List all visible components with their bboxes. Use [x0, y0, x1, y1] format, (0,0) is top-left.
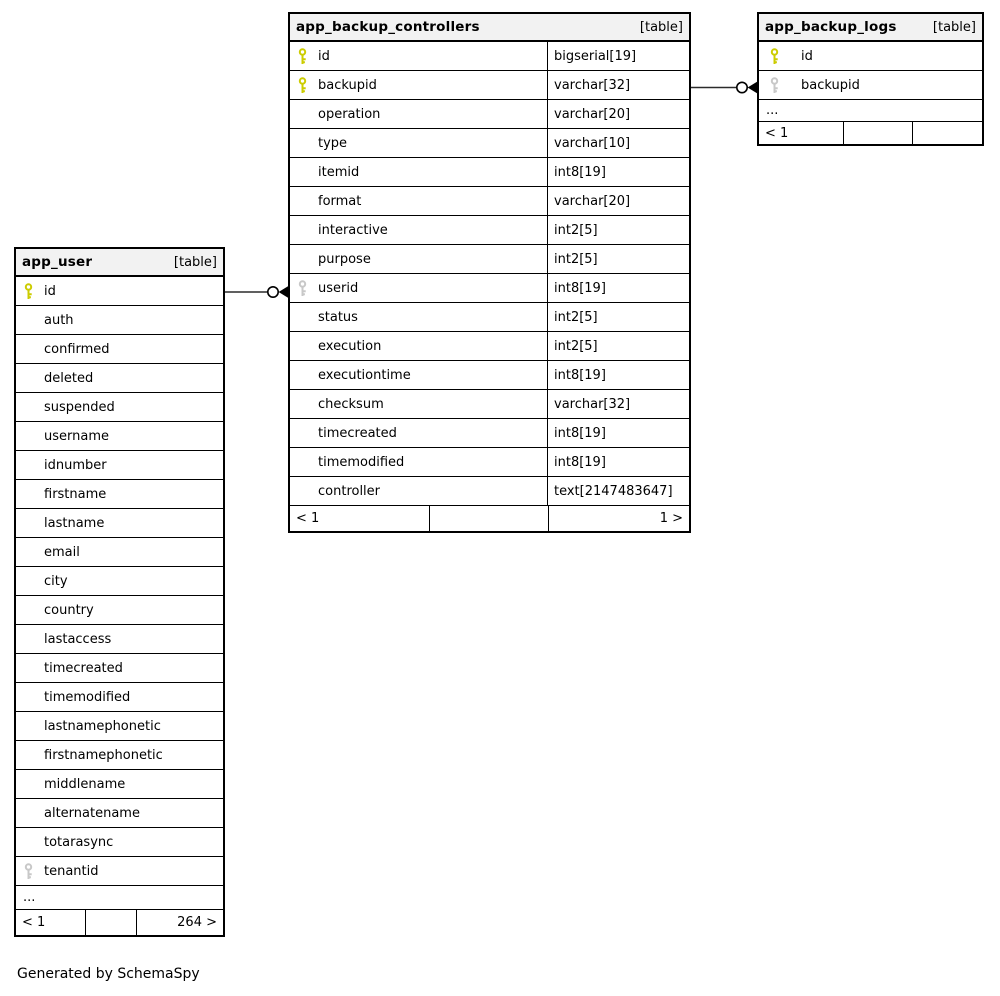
column-row-executiontime — [290, 361, 689, 390]
column-name: lastname — [44, 515, 105, 531]
footer-middle-cell — [430, 506, 549, 531]
primary-key-icon — [16, 283, 38, 300]
column-type: int2[5] — [547, 332, 689, 360]
column-row-firstname — [16, 480, 223, 509]
column-name: userid — [318, 280, 359, 296]
column-name: city — [44, 573, 68, 589]
column-name: type — [318, 135, 348, 151]
primary-key-icon — [759, 48, 795, 65]
column-row-timecreated — [290, 419, 689, 448]
column-row-id — [16, 277, 223, 306]
column-type: varchar[32] — [547, 390, 689, 418]
table-type-badge: [table] — [932, 19, 976, 35]
column-name: id — [801, 48, 813, 64]
footer-children-count: 1 > — [659, 511, 683, 526]
column-row-idnumber — [16, 451, 223, 480]
column-row-status — [290, 303, 689, 332]
column-row-city — [16, 567, 223, 596]
table-app_backup_controllers — [288, 12, 691, 533]
column-name: deleted — [44, 370, 94, 386]
column-type: int8[19] — [547, 361, 689, 389]
table-app_backup_logs — [757, 12, 984, 146]
column-type: int8[19] — [547, 274, 689, 302]
fk-arrowhead-icon — [748, 82, 757, 94]
foreign-key-icon — [759, 77, 795, 94]
table-footer — [16, 910, 223, 935]
column-name: timemodified — [318, 454, 405, 470]
column-row-type — [290, 129, 689, 158]
column-row-email — [16, 538, 223, 567]
column-name: idnumber — [44, 457, 107, 473]
column-name: tenantid — [44, 863, 99, 879]
table-name[interactable]: app_backup_logs — [765, 19, 897, 35]
column-row-auth — [16, 306, 223, 335]
column-row-timemodified — [290, 448, 689, 477]
column-name: operation — [318, 106, 381, 122]
column-row-checksum — [290, 390, 689, 419]
column-row-execution — [290, 332, 689, 361]
column-name: country — [44, 602, 94, 618]
column-name: middlename — [44, 776, 126, 792]
column-name: alternatename — [44, 805, 140, 821]
column-row-id — [290, 42, 689, 71]
column-row-lastname — [16, 509, 223, 538]
column-name: checksum — [318, 396, 384, 412]
table-header-app_backup_controllers[interactable] — [290, 14, 689, 42]
column-name: itemid — [318, 164, 360, 180]
column-name: email — [44, 544, 80, 560]
truncated-columns-row: ... — [16, 886, 223, 910]
zero-or-more-circle — [268, 287, 278, 297]
table-type-badge: [table] — [639, 19, 683, 35]
column-name: firstnamephonetic — [44, 747, 163, 763]
column-type: varchar[32] — [547, 71, 689, 99]
column-row-firstnamephonetic — [16, 741, 223, 770]
column-name: firstname — [44, 486, 107, 502]
column-row-timemodified — [16, 683, 223, 712]
foreign-key-icon — [16, 863, 38, 880]
column-row-purpose — [290, 245, 689, 274]
column-name: suspended — [44, 399, 115, 415]
column-type: int8[19] — [547, 158, 689, 186]
column-name: auth — [44, 312, 74, 328]
column-type: varchar[20] — [547, 100, 689, 128]
table-footer — [290, 506, 689, 531]
column-name: interactive — [318, 222, 388, 238]
column-row-itemid — [290, 158, 689, 187]
column-type: int2[5] — [547, 216, 689, 244]
column-type: int2[5] — [547, 245, 689, 273]
column-name: execution — [318, 338, 382, 354]
table-app_user — [14, 247, 225, 937]
column-type: varchar[20] — [547, 187, 689, 215]
column-row-controller — [290, 477, 689, 506]
column-type: text[2147483647] — [547, 477, 689, 505]
column-row-lastnamephonetic — [16, 712, 223, 741]
column-name: timecreated — [44, 660, 123, 676]
column-row-backupid — [759, 71, 982, 100]
fk-arrowhead-icon — [279, 286, 288, 298]
table-name[interactable]: app_user — [22, 254, 93, 270]
table-header-app_user[interactable] — [16, 249, 223, 277]
zero-or-more-circle — [737, 82, 747, 92]
column-name: lastnamephonetic — [44, 718, 161, 734]
footer-parents-count: < 1 — [759, 122, 844, 144]
footer-children-count: 264 > — [177, 915, 217, 930]
column-row-country — [16, 596, 223, 625]
column-row-tenantid — [16, 857, 223, 886]
column-name: purpose — [318, 251, 371, 267]
column-row-confirmed — [16, 335, 223, 364]
column-name: confirmed — [44, 341, 110, 357]
generator-credit: Generated by SchemaSpy — [17, 966, 200, 982]
table-type-badge: [table] — [173, 254, 217, 270]
column-row-lastaccess — [16, 625, 223, 654]
column-type: bigserial[19] — [547, 42, 689, 70]
column-name: backupid — [318, 77, 377, 93]
column-row-interactive — [290, 216, 689, 245]
column-row-operation — [290, 100, 689, 129]
relationship-app_user-id-to-app_backup_controllers-userid — [225, 286, 288, 298]
column-row-totarasync — [16, 828, 223, 857]
column-type: varchar[10] — [547, 129, 689, 157]
column-row-timecreated — [16, 654, 223, 683]
column-row-userid — [290, 274, 689, 303]
column-type: int2[5] — [547, 303, 689, 331]
relationship-app_backup_controllers-backupid-to-app_backup_logs-backupid — [691, 82, 757, 94]
column-row-format — [290, 187, 689, 216]
table-name[interactable]: app_backup_controllers — [296, 19, 480, 35]
table-header-app_backup_logs[interactable] — [759, 14, 982, 42]
column-type: int8[19] — [547, 419, 689, 447]
column-row-deleted — [16, 364, 223, 393]
column-name: id — [318, 48, 330, 64]
column-name: timemodified — [44, 689, 131, 705]
column-name: format — [318, 193, 362, 209]
column-name: lastaccess — [44, 631, 112, 647]
table-footer — [759, 122, 982, 144]
footer-parents-count: < 1 — [290, 506, 430, 531]
column-name: id — [44, 283, 56, 299]
column-name: backupid — [801, 77, 860, 93]
column-name: controller — [318, 483, 381, 499]
column-name: username — [44, 428, 109, 444]
column-name: status — [318, 309, 358, 325]
column-row-middlename — [16, 770, 223, 799]
footer-middle-cell — [844, 122, 913, 144]
foreign-key-icon — [290, 280, 312, 297]
column-name: totarasync — [44, 834, 114, 850]
column-row-username — [16, 422, 223, 451]
column-name: timecreated — [318, 425, 397, 441]
column-row-suspended — [16, 393, 223, 422]
column-name: executiontime — [318, 367, 411, 383]
column-row-alternatename — [16, 799, 223, 828]
truncated-columns-row: ... — [759, 100, 982, 122]
column-row-backupid — [290, 71, 689, 100]
column-type: int8[19] — [547, 448, 689, 476]
footer-parents-count: < 1 — [16, 910, 86, 935]
primary-key-icon — [290, 77, 312, 94]
primary-key-icon — [290, 48, 312, 65]
column-row-id — [759, 42, 982, 71]
footer-children-count — [913, 122, 982, 144]
footer-middle-cell — [86, 910, 137, 935]
